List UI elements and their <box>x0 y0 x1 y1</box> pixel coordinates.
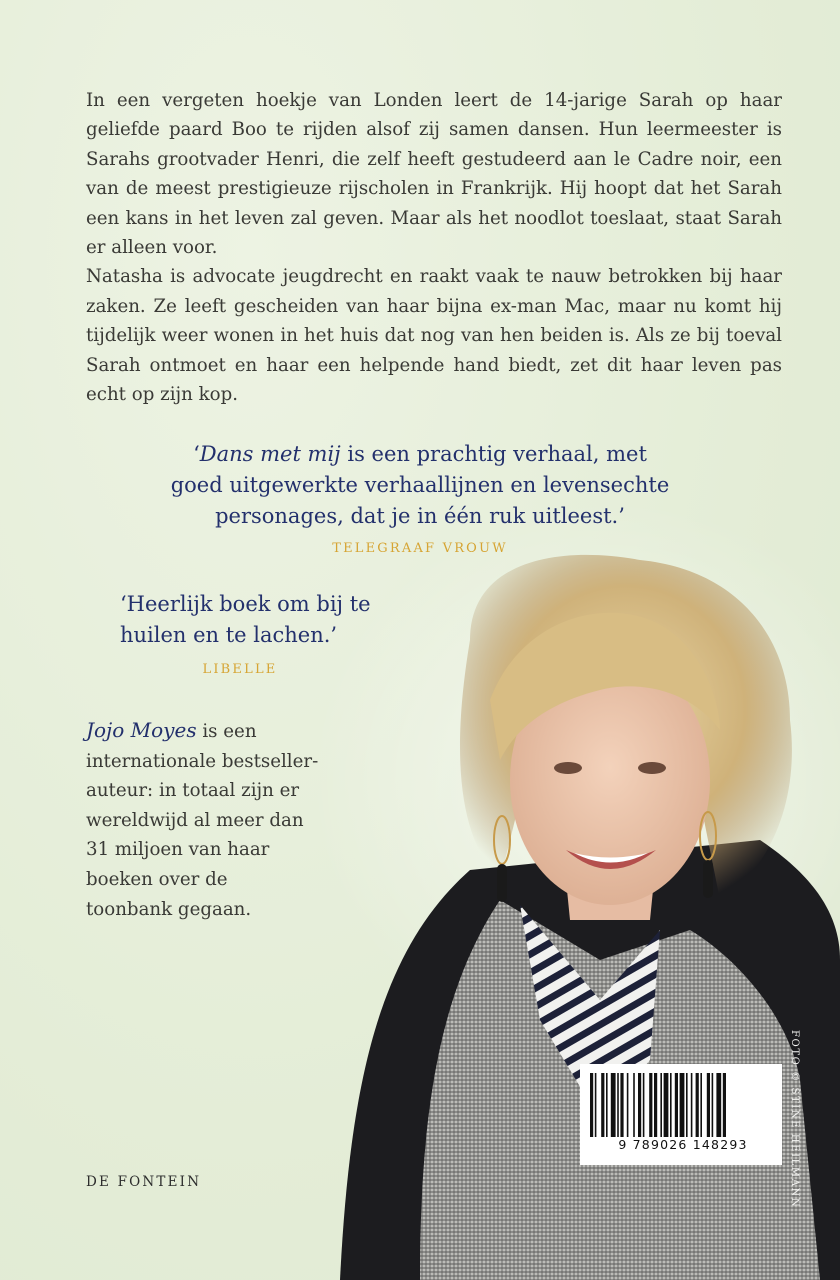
quote-1-source: TELEGRAAF VROUW <box>332 541 508 556</box>
barcode-bar <box>601 1073 604 1137</box>
barcode-bar <box>660 1073 662 1137</box>
quote-1-book-title: Dans met mij <box>199 442 341 466</box>
barcode-bar <box>633 1073 635 1137</box>
barcode-bar <box>611 1073 616 1137</box>
barcode-bar <box>654 1073 657 1137</box>
barcode-bar <box>707 1073 710 1137</box>
barcode-bar <box>595 1073 597 1137</box>
photo-credit: FOTO © STINE HEILMANN <box>789 1030 800 1209</box>
barcode-bar <box>716 1073 721 1137</box>
quote-1-line-2: goed uitgewerkte verhaallijnen en levensechte <box>170 473 670 497</box>
barcode-bar <box>686 1073 688 1137</box>
barcode-bar <box>620 1073 623 1137</box>
barcode-bar <box>649 1073 652 1137</box>
barcode-bar <box>627 1073 629 1137</box>
barcode-bar <box>675 1073 678 1137</box>
barcode-bar <box>590 1073 593 1137</box>
barcode-bar <box>691 1073 693 1137</box>
quote-1-line-1: ‘Dans met mij is een prachtig verhaal, met <box>193 442 647 466</box>
barcode-bar <box>700 1073 702 1137</box>
barcode-bar <box>643 1073 645 1137</box>
barcode-bar <box>664 1073 669 1137</box>
isbn-barcode <box>580 1064 782 1165</box>
barcode-bar <box>670 1073 672 1137</box>
review-quote-1 <box>0 439 840 532</box>
barcode-bar <box>680 1073 685 1137</box>
barcode-bar <box>723 1073 726 1137</box>
author-name: Jojo Moyes <box>86 718 197 742</box>
isbn-digits: 9 789026 148293 <box>618 1137 748 1152</box>
barcode-bar <box>617 1073 619 1137</box>
quote-1-line-3: personages, dat je in één ruk uitleest.’ <box>215 504 625 528</box>
blurb-paragraph-2: Natasha is advocate jeugdrecht en raakt vaak te nauw betrokken bij haar zaken. Ze leeft gescheiden van haar bijna ex-man Mac, maar nu komt hij tijdelijk weer wonen in het huis dat nog van hen beiden is. Als ze bij toeval Sarah ontmoet en haar een helpende hand biedt, zet dit haar leven pas echt op zijn kop. <box>86 266 782 406</box>
barcode-bar <box>638 1073 641 1137</box>
blurb-paragraph-1: In een vergeten hoekje van Londen leert de 14-jarige Sarah op haar geliefde paard Boo te rijden alsof zij samen dansen. Hun leermeester is Sarahs grootvader Henri, die zelf heeft gestudeerd aan le Cadre noir, een van de meest prestigieuze rijscholen in Frankrijk. Hij hoopt dat het Sarah een kans in het leven zal geven. Maar als het noodlot toeslaat, staat Sarah er alleen voor. <box>86 90 782 259</box>
author-bio: Jojo Moyes is een internationale bestseller- auteur: in totaal zijn er wereldwijd al meer dan 31 miljoen van haar boeken over de toonbank gegaan. <box>86 718 319 920</box>
quote-2-line-2: huilen en te lachen.’ <box>120 623 338 647</box>
barcode-bar <box>606 1073 608 1137</box>
quote-2-line-1: ‘Heerlijk boek om bij te <box>120 592 371 616</box>
quote-2-source: LIBELLE <box>202 662 278 677</box>
review-quote-2 <box>120 589 420 651</box>
barcode-bars <box>590 1073 772 1137</box>
barcode-bar <box>712 1073 714 1137</box>
blurb-text <box>86 86 782 409</box>
barcode-bar <box>696 1073 699 1137</box>
publisher-name: DE FONTEIN <box>86 1174 202 1190</box>
